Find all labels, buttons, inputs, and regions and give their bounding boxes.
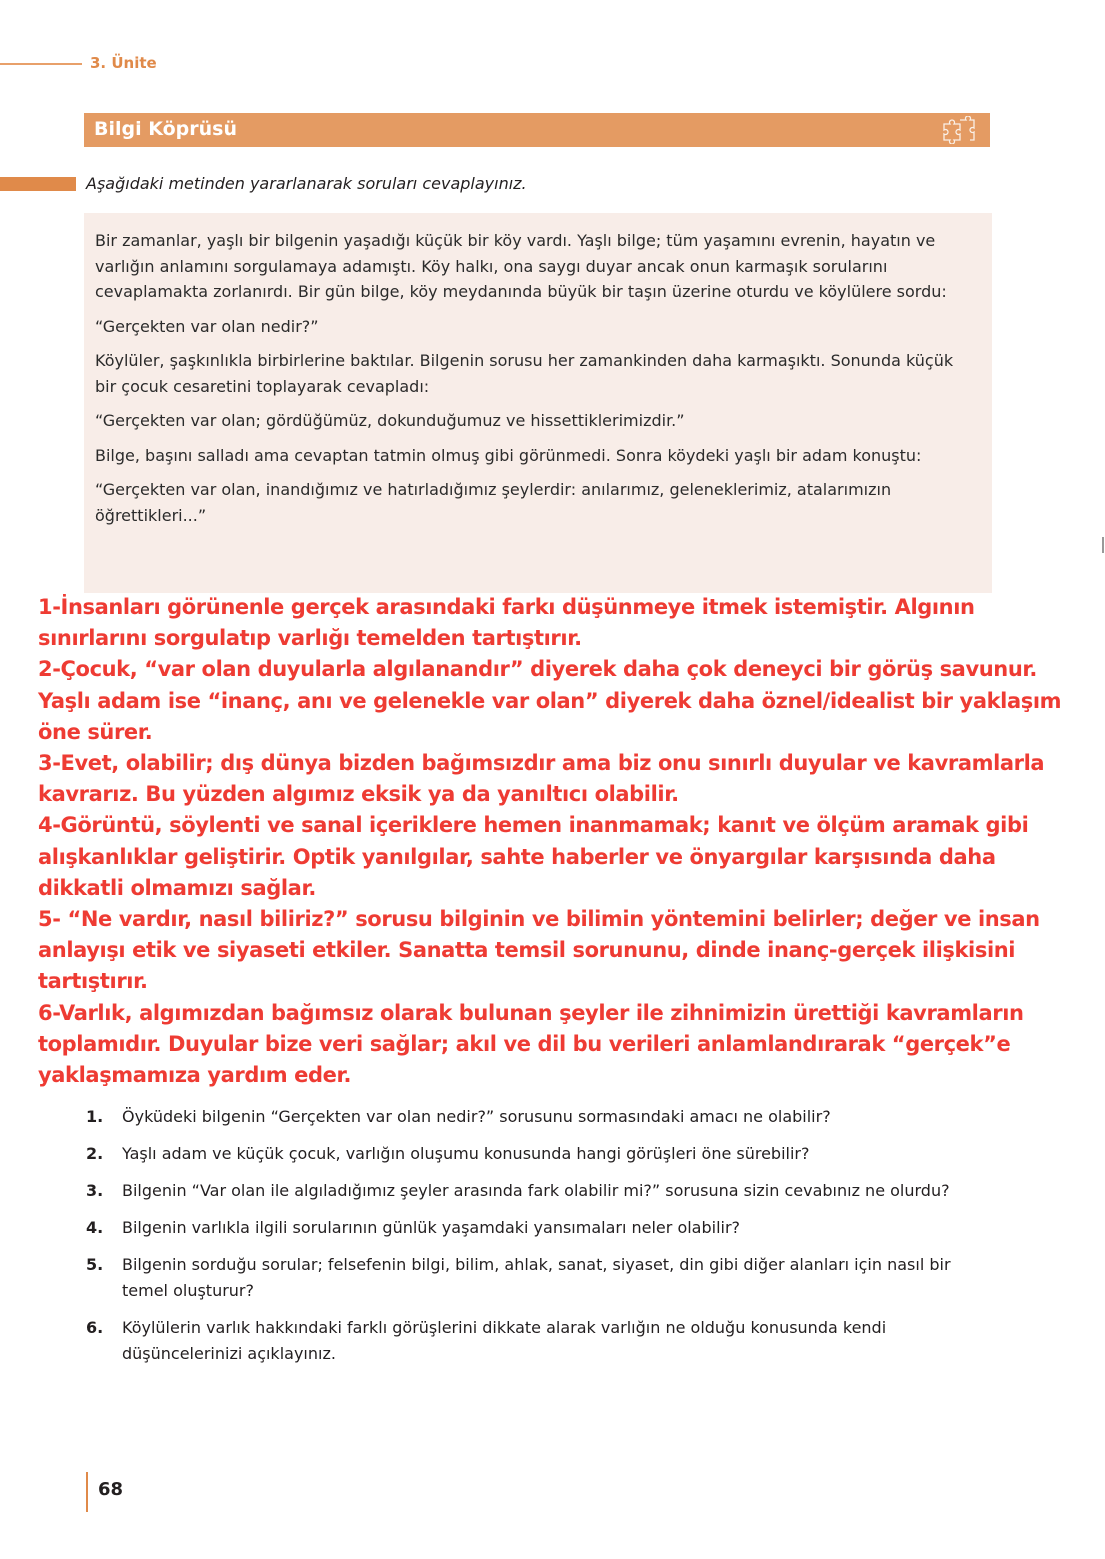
story-paragraph: Bilge, başını salladı ama cevaptan tatmin olmuş gibi görünmedi. Sonra köydeki yaşlı bir adam konuştu: (95, 445, 922, 465)
question-item (86, 1141, 986, 1167)
question-item (86, 1215, 986, 1241)
question-number: 6. (86, 1318, 104, 1337)
question-item (86, 1315, 986, 1367)
section-title: Bilgi Köprüsü (94, 118, 238, 140)
page-number-rule (86, 1472, 88, 1512)
question-number: 4. (86, 1218, 104, 1237)
unit-label: 3. Ünite (90, 54, 157, 72)
puzzle-icon (940, 116, 978, 144)
story-paragraph: Köylüler, şaşkınlıkla birbirlerine baktılar. Bilgenin sorusu her zamankinden daha karmaşıktı. Sonunda küçük bir çocuk cesaretini toplayarak cevapladı: (95, 351, 954, 396)
question-text: Bilgenin varlıkla ilgili sorularının günlük yaşamdaki yansımaları neler olabilir? (122, 1218, 741, 1237)
question-item (86, 1104, 986, 1130)
margin-mark (1102, 537, 1104, 553)
question-list (86, 1104, 986, 1378)
instruction-text: Aşağıdaki metinden yararlanarak soruları cevaplayınız. (86, 174, 527, 193)
question-text: Bilgenin sorduğu sorular; felsefenin bilgi, bilim, ahlak, sanat, siyaset, din gibi diğer alanları için nasıl bir temel oluşturur? (122, 1255, 951, 1300)
question-number: 3. (86, 1181, 104, 1200)
answer-1: 1-İnsanları görünenle gerçek arasındaki farkı düşünmeye itmek istemiştir. Algının sınırlarını sorgulatıp varlığı temelden tartıştırır. (38, 595, 975, 651)
unit-rule (0, 63, 82, 65)
answer-3: 3-Evet, olabilir; dış dünya bizden bağımsızdır ama biz onu sınırlı duyular ve kavramlarla kavrarız. Bu yüzden algımız eksik ya da yanıltıcı olabilir. (38, 751, 1045, 807)
question-text: Bilgenin “Var olan ile algıladığımız şeyler arasında fark olabilir mi?” sorusuna sizin cevabınız ne olurdu? (122, 1181, 950, 1200)
story-paragraph: Bir zamanlar, yaşlı bir bilgenin yaşadığı küçük bir köy vardı. Yaşlı bilge; tüm yaşamını evrenin, hayatın ve varlığın anlamını sorgulamaya adamıştı. Köy halkı, ona saygı duyar ancak onun karmaşık sorularını cevaplamakta zorlanırdı. Bir gün bilge, köy meydanında büyük bir taşın üzerine oturdu ve köylülere sordu: (95, 231, 947, 301)
question-text: Köylülerin varlık hakkındaki farklı görüşlerini dikkate alarak varlığın ne olduğu konusunda kendi düşüncelerinizi açıklayınız. (122, 1318, 887, 1363)
instruction-marker (0, 177, 76, 191)
story-paragraph: “Gerçekten var olan, inandığımız ve hatırladığımız şeylerdir: anılarımız, geleneklerimiz, atalarımızın öğrettikleri...” (95, 480, 892, 525)
question-item (86, 1178, 986, 1204)
answer-6: 6-Varlık, algımızdan bağımsız olarak bulunan şeyler ile zihnimizin ürettiği kavramların toplamıdır. Duyular bize veri sağlar; akıl ve dil bu verileri anlamlandırarak “gerçek”e yaklaşmamıza yardım eder. (38, 1000, 1024, 1088)
question-text: Öyküdeki bilgenin “Gerçekten var olan nedir?” sorusunu sormasındaki amacı ne olabilir? (122, 1107, 831, 1126)
answer-2: 2-Çocuk, “var olan duyularla algılanandır” diyerek daha çok deneyci bir görüş savunur. Yaşlı adam ise “inanç, anı ve gelenekle var olan” diyerek daha öznel/idealist bir yaklaşım öne sürer. (38, 657, 1062, 744)
question-number: 5. (86, 1255, 104, 1274)
section-banner (84, 113, 990, 147)
page-number: 68 (98, 1479, 124, 1500)
story-paragraph: “Gerçekten var olan nedir?” (95, 316, 319, 336)
question-text: Yaşlı adam ve küçük çocuk, varlığın oluşumu konusunda hangi görüşleri öne sürebilir? (122, 1144, 810, 1163)
story-paragraph: “Gerçekten var olan; gördüğümüz, dokunduğumuz ve hissettiklerimizdir.” (95, 411, 685, 430)
question-number: 2. (86, 1144, 104, 1163)
answer-4: 4-Görüntü, söylenti ve sanal içeriklere hemen inanmamak; kanıt ve ölçüm aramak gibi alışkanlıklar geliştirir. Optik yanılgılar, sahte haberler ve önyargılar karşısında daha dikkatli olmamızı sağlar. (38, 813, 1029, 900)
handwritten-answers (38, 592, 1088, 1091)
story-box (84, 213, 992, 593)
answer-5: 5- “Ne vardır, nasıl biliriz?” sorusu bilginin ve bilimin yöntemini belirler; değer ve insan anlayışı etik ve siyaseti etkiler. Sanatta temsil sorununu, dinde inanç-gerçek ilişkisini tartıştırır. (38, 907, 1040, 994)
question-item (86, 1252, 986, 1304)
question-number: 1. (86, 1107, 104, 1126)
